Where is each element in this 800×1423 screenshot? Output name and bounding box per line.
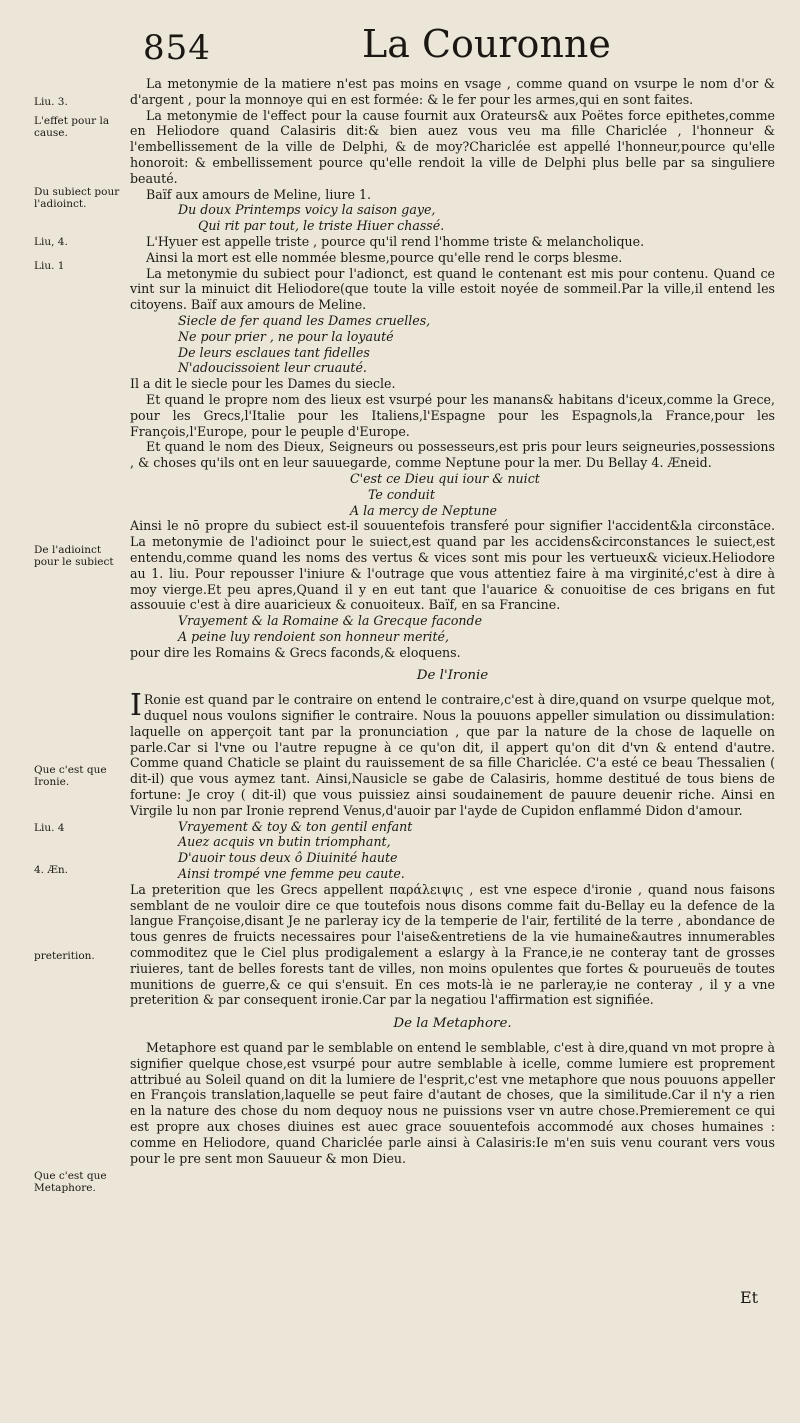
paragraph: La preterition que les Grecs appellent παράλειψις , est vne espece d'ironie , quand nous faisons semblant de ne vouloir dire ce que toutefois nous disons comme fait du-Bellay eu la defence de la langue Françoise,disant Je ne parleray icy de la temperie de l'air, fertilité de la terre , abondance de tous genres de fruicts necessaires pour l'aise&entretiens de la vie humaine&autres innumerables commoditez que le Ciel plus prodigalement a eslargy à la France,ie ne conteray tant de grosses riuieres, tant de belles forests tant de villes, non moins opulentes que fortes & pourueuës de toutes munitions de guerre,& ce qui s'ensuit. En ces mots-là ie ne parleray,ie ne conteray , il y a vne preterition & par consequent ironie.Car par la negatiou l'affirmation est signifiée.: [130, 881, 775, 1008]
paragraph: [130, 266, 775, 313]
paragraph: La metonymie de l'effect pour la cause fournit aux Orateurs& aux Poëtes force epithetes,comme en Heliodore quand Calasiris dit:& bien auez vous veu ma fille Chariclée , l'honneur & l'embellissement de la ville de Delphi, & de moy?Chariclée est appellé l'honneur,pource qu'elle honoroit: & embellissement pource qu'elle rendoit la ville de Delphi plus belle par sa singuliere beauté.: [130, 107, 775, 186]
paragraph: L'Hyuer est appelle triste , pource qu'il rend l'homme triste & melancholique.: [146, 233, 645, 249]
margin-note: Liu. 3.: [34, 96, 68, 108]
section-heading: De l'Ironie: [416, 668, 489, 684]
margin-note: Liu. 1: [34, 260, 65, 272]
verse-line: Te conduit: [368, 486, 435, 502]
verse-line: A peine luy rendoient son honneur merité,: [178, 628, 449, 644]
paragraph-text: Et quand le nom des Dieux, Seigneurs ou possesseurs,est pris pour leurs seigneuries,possessions , & choses qu'ils ont en leur sauuegarde, comme Neptune pour la mer.: [130, 439, 775, 471]
margin-note: De l'adioinct pour le subiect: [34, 544, 114, 568]
paragraph: La metonymie de la matiere n'est pas moins en vsage , comme quand on vsurpe le nom d'or & d'argent , pour la monnoye qui en est formée: & le fer pour les armes,qui en sont faites.: [130, 76, 775, 107]
margin-note: Liu, 4.: [34, 236, 68, 248]
source-citation: Du Bellay 4. Æneid.: [585, 455, 712, 471]
margin-note: Liu. 4: [34, 822, 65, 834]
main-text: [130, 76, 775, 1166]
paragraph: [130, 688, 775, 818]
paragraph: Il a dit le siecle pour les Dames du siecle.: [130, 376, 396, 392]
paragraph: Ainsi la mort est elle nommée blesme,pource qu'elle rend le corps blesme.: [146, 249, 623, 265]
paragraph: [130, 439, 775, 471]
margin-note: 4. Æn.: [34, 864, 68, 876]
section-heading: De la Metaphore.: [393, 1016, 512, 1032]
margin-note: Que c'est que Metaphore.: [34, 1170, 107, 1194]
verse-line: Vrayement & la Romaine & la Grecque faconde: [178, 613, 483, 629]
source-citation: Baïf, en sa Francine.: [428, 597, 561, 613]
verse-line: Vrayement & toy & ton gentil enfant: [178, 818, 413, 834]
verse-line: D'auoir tous deux ô Diuinité haute: [178, 850, 398, 866]
margin-note: L'effet pour la cause.: [34, 115, 110, 139]
verse-line: N'adoucissoient leur cruauté.: [178, 360, 367, 376]
margin-note: preterition.: [34, 950, 95, 962]
verse-line: C'est ce Dieu qui iour & nuict: [350, 470, 540, 486]
paragraph: pour dire les Romains & Grecs faconds,& eloquens.: [130, 644, 461, 660]
paragraph-text: Ainsi le nō propre du subiect est-il souuentefois transferé pour signifier l'accident&la circonstāce. La metonymie de l'adioinct pour le suiect,est quand par les accidens&circonstances le suiect,est entendu,comme quand les noms des vertus & vices sont mis pour les vertueux& vicieux.Heliodore au 1. liu. Pour repousser l'iniure & l'outrage que vous attentiez faire à ma virginité,c'est à dire à moy vierge.Et peu apres,Quand il y en eut tant que l'auarice & conuoitise de ces brigans en fut assouuie c'est à dire auaricieux & conuoiteux.: [130, 518, 775, 613]
verse-line: Du doux Printemps voicy la saison gaye,: [178, 202, 436, 218]
margin-note: Que c'est que Ironie.: [34, 764, 107, 788]
verse-line: A la mercy de Neptune: [350, 502, 498, 518]
verse-line: Ne pour prier , ne pour la loyauté: [178, 328, 394, 344]
paragraph-text: Ronie est quand par le contraire on entend le contraire,c'est à dire,quand on vsurpe quelque mot, duquel nous voulons signifier le contraire. Nous la pouuons appeller simulation ou dissimulation: laquelle on apperçoit tant par la pronunciation , que par la nature de la chose de laquelle on parle.Car si l'vne ou l'autre repugne à ce qu'on dit, il appert qu'on dit d'vn & entend d'autre. Comme quand Chaticle se plaint du rauissement de sa fille Chariclée. C'a esté ce beau Thessalien ( dit-il) que vous aymez tant. Ainsi,Nausicle se gabe de Calasiris, homme destitué de tous biens de fortune: Je croy ( dit-il) que vous puissiez ainsi soudainement de pauure deuenir riche. Ainsi en Virgile lu non par Ironie reprend Venus,d'auoir par l'ayde de Cupidon enflammé Didon d'amour.: [130, 692, 775, 818]
source-citation: Baïf aux amours de Meline.: [190, 297, 367, 313]
verse-line: Auez acquis vn butin triomphant,: [178, 834, 391, 850]
margin-note: Du subiect pour l'adioinct.: [34, 186, 120, 210]
page-header: [0, 22, 800, 72]
verse-line: Siecle de fer quand les Dames cruelles,: [178, 312, 431, 328]
paragraph-text: La metonymie du subiect pour l'adionct, est quand le contenant est mis pour contenu. Quand ce vint sur la minuict dit Heliodore(que toute la ville estoit noyée de sommeil.Par la ville,il entend les citoyens.: [130, 265, 775, 313]
running-title: La Couronne: [362, 22, 611, 66]
paragraph: Metaphore est quand par le semblable on entend le semblable, c'est à dire,quand vn mot propre à signifier quelque chose,est vsurpé pour autre semblable à icelle, comme lumiere est proprement attribué au Soleil quand on dit la lumiere de l'esprit,c'est vne metaphore que nous pouuons appeller en François translation,laquelle se peut faire d'autant de choses, que la similitude.Car il n'y a rien en la nature des chose du nom dequoy nous ne puissions vser vn autre chose.Premierement ce qui est propre aux choses diuines est auec grace souuentefois accommodé aux choses humaines : comme en Heliodore, quand Chariclée parle ainsi à Calasiris:Ie m'en suis venu courant vers vous pour le pre sent mon Sauueur & mon Dieu.: [130, 1040, 775, 1166]
catchword: Et: [740, 1288, 759, 1307]
paragraph: Baïf aux amours de Meline, liure 1.: [146, 186, 371, 202]
verse-line: Ainsi trompé vne femme peu caute.: [178, 866, 405, 882]
paragraph: [130, 518, 775, 613]
verse-line: De leurs esclaues tant fidelles: [178, 344, 370, 360]
verse-line: Qui rit par tout, le triste Hiuer chassé.: [198, 218, 445, 234]
paragraph: Et quand le propre nom des lieux est vsurpé pour les manans& habitans d'iceux,comme la Grece, pour les Grecs,l'Italie pour les Italiens,l'Espagne pour les Espagnols,la France,pour les François,l'Europe, pour le peuple d'Europe.: [130, 391, 775, 439]
drop-cap: I: [130, 688, 142, 724]
page-number: 854: [143, 28, 211, 68]
